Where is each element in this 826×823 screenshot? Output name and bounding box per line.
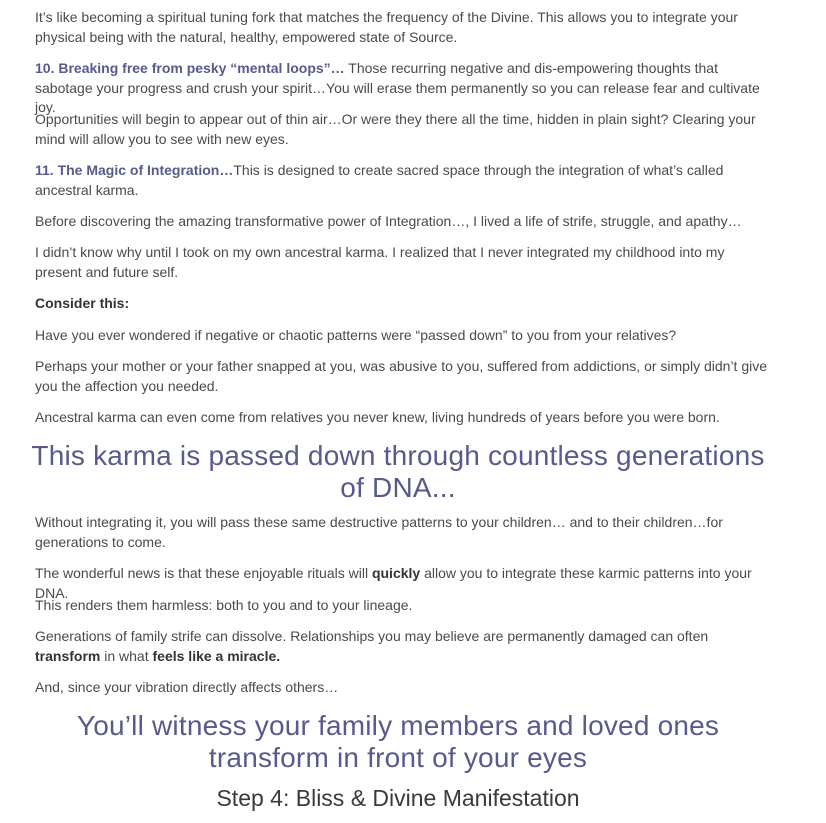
wonderful-news-text-a: The wonderful news is that these enjoyable rituals will (35, 565, 372, 581)
integration-heading: 11. The Magic of Integration… (35, 162, 234, 178)
wonderful-news-text-c: allow you to integrate these karmic patterns into your DNA. (35, 565, 752, 601)
mental-loops-heading: 10. Breaking free from pesky “mental loops”… (35, 60, 345, 76)
paragraph-vibration: And, since your vibration directly affects others… (35, 679, 339, 695)
heading-witness-family: You’ll witness your family members and loved ones transform in front of your eyes (76, 710, 720, 773)
paragraph-without-integrating: Without integrating it, you will pass these same destructive patterns to your children… and to their children…for generations to come. (35, 514, 723, 550)
mental-loops-text: Those recurring negative and dis-empowering thoughts that sabotage your progress and crush your spirit…You will erase them permanently so you can release fear and cultivate joy. (35, 60, 760, 115)
paragraph-passed-down: Have you ever wondered if negative or chaotic patterns were “passed down” to you from your relatives? (35, 327, 677, 343)
paragraph-consider-this: Consider this: (35, 295, 130, 311)
paragraph-ancestral-karma: I didn’t know why until I took on my own ancestral karma. I realized that I never integrated my childhood into my present and future self. (35, 244, 725, 280)
wonderful-news-bold: quickly (371, 565, 421, 581)
paragraph-before-discovering: Before discovering the amazing transformative power of Integration…, I lived a life of strife, struggle, and apathy… (35, 213, 742, 229)
family-strife-bold-transform: transform (35, 647, 101, 664)
paragraph-mental-loops (35, 59, 775, 118)
paragraph-relatives: Ancestral karma can even come from relatives you never knew, living hundreds of years before you were born. (35, 409, 720, 425)
paragraph-tuning-fork: It’s like becoming a spiritual tuning fork that matches the frequency of the Divine. This allows you to integrate your physical being with the natural, healthy, empowered state of Source. (35, 9, 738, 45)
paragraph-opportunities: Opportunities will begin to appear out of thin air…Or were they there all the time, hidden in plain sight? Clearing your mind will allow you to see with new eyes. (35, 111, 756, 147)
family-strife-text-c: in what (100, 647, 153, 664)
paragraph-family-strife (35, 627, 775, 666)
paragraph-parents: Perhaps your mother or your father snapped at you, was abusive to you, suffered from addictions, or simply didn’t give you the affection you needed. (35, 358, 768, 394)
family-strife-text-a: Generations of family strife can dissolve. Relationships you may believe are permanently damaged can often (35, 628, 709, 644)
heading-karma-dna: This karma is passed down through countless generations of DNA... (31, 440, 765, 503)
paragraph-harmless: This renders them harmless: both to you and to your lineage. (35, 597, 413, 613)
paragraph-integration (35, 161, 775, 200)
integration-text: This is designed to create sacred space through the integration of what’s called ancestral karma. (35, 162, 724, 198)
family-strife-bold-miracle: feels like a miracle. (152, 647, 281, 664)
heading-step-4: Step 4: Bliss & Divine Manifestation (216, 785, 580, 811)
